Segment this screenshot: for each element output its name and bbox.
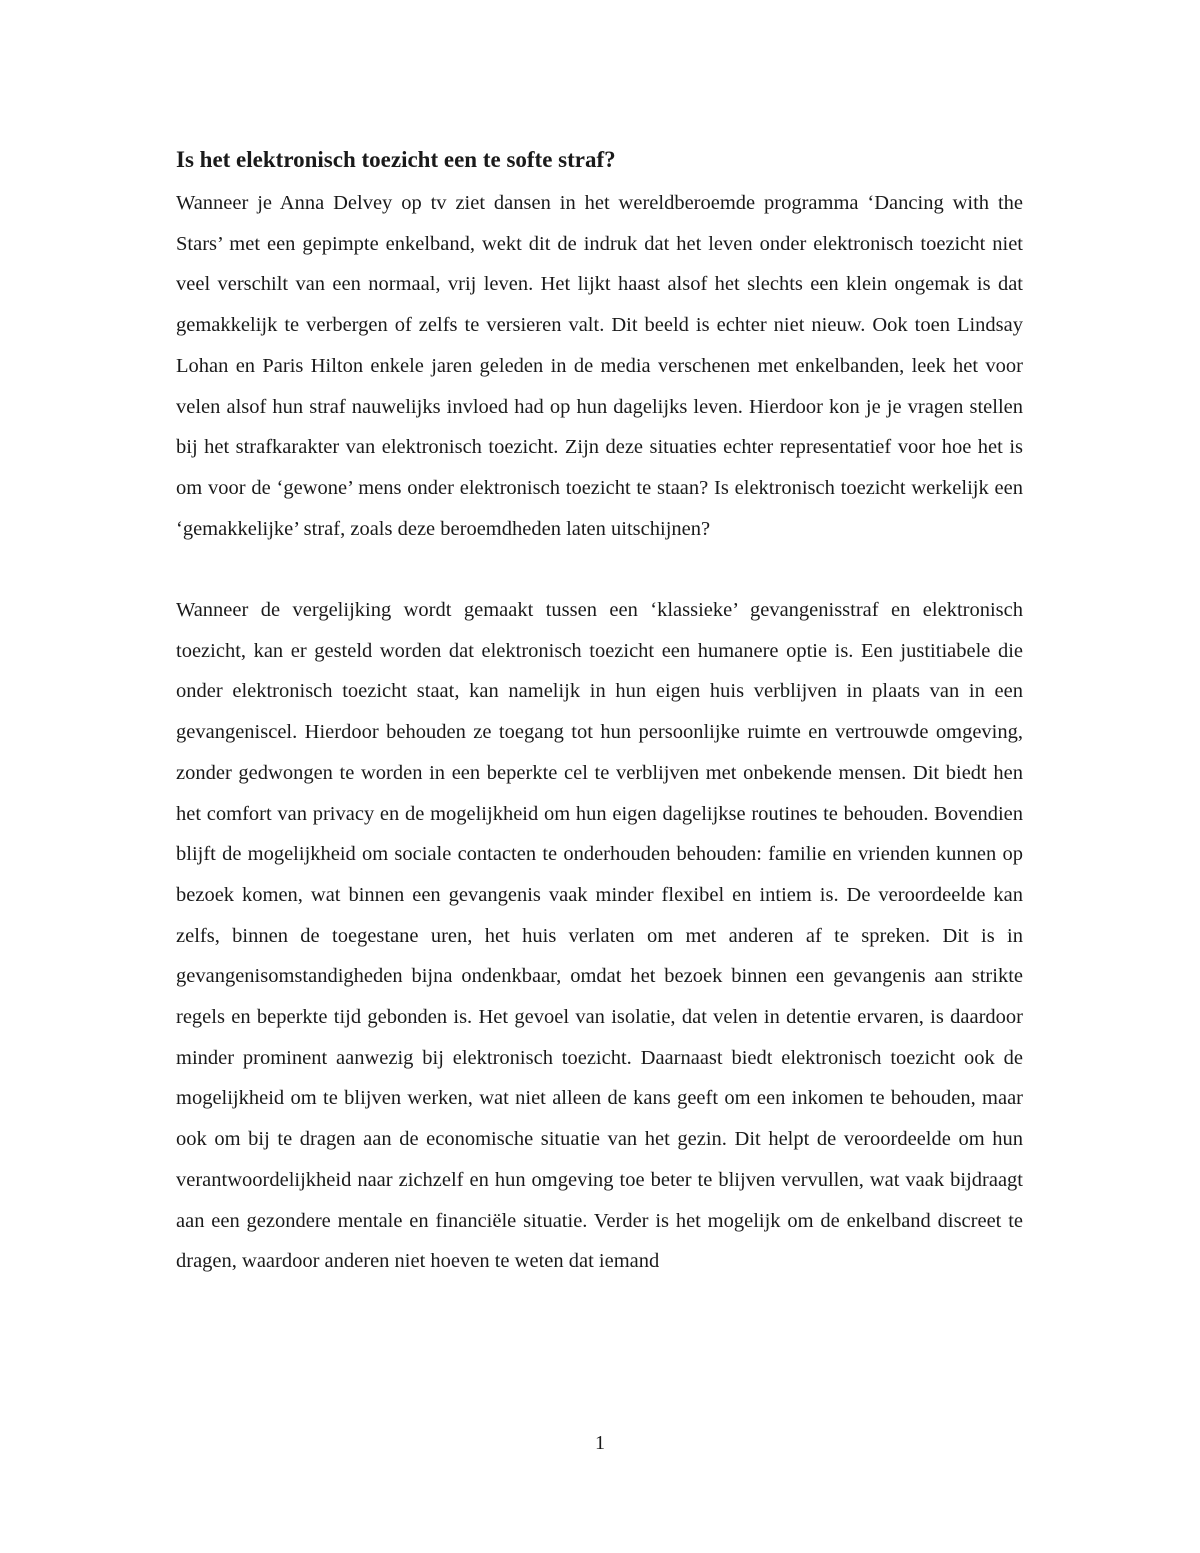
document-title: Is het elektronisch toezicht een te softe straf?	[176, 147, 616, 172]
paragraph-comparison: Wanneer de vergelijking wordt gemaakt tussen een ‘klassieke’ gevangenisstraf en elektronisch toezicht, kan er gesteld worden dat elektronisch toezicht een humanere optie is. Een justitiabele die onder elektronisch toezicht staat, kan namelijk in hun eigen huis verblijven in plaats van in een gevangeniscel. Hierdoor behouden ze toegang tot hun persoonlijke ruimte en vertrouwde omgeving, zonder gedwongen te worden in een beperkte cel te verblijven met onbekende mensen. Dit biedt hen het comfort van privacy en de mogelijkheid om hun eigen dagelijkse routines te behouden. Bovendien blijft de mogelijkheid om sociale contacten te onderhouden behouden: familie en vrienden kunnen op bezoek komen, wat binnen een gevangenis vaak minder flexibel en intiem is. De veroordeelde kan zelfs, binnen de toegestane uren, het huis verlaten om met anderen af te spreken. Dit is in gevangenisomstandigheden bijna ondenkbaar, omdat het bezoek binnen een gevangenis aan strikte regels en beperkte tijd gebonden is. Het gevoel van isolatie, dat velen in detentie ervaren, is daardoor minder prominent aanwezig bij elektronisch toezicht. Daarnaast biedt elektronisch toezicht ook de mogelijkheid om te blijven werken, wat niet alleen de kans geeft om een inkomen te behouden, maar ook om bij te dragen aan de economische situatie van het gezin. Dit helpt de veroordeelde om hun verantwoordelijkheid naar zichzelf en hun omgeving toe beter te blijven vervullen, wat vaak bijdraagt aan een gezondere mentale en financiële situatie. Verder is het mogelijk om de enkelband discreet te dragen, waardoor anderen niet hoeven te weten dat iemand	[176, 599, 1023, 1273]
page-number: 1	[595, 1432, 605, 1454]
paragraph-intro: Wanneer je Anna Delvey op tv ziet dansen in het wereldberoemde programma ‘Dancing with the Stars’ met een gepimpte enkelband, wekt dit de indruk dat het leven onder elektronisch toezicht niet veel verschilt van een normaal, vrij leven. Het lijkt haast alsof het slechts een klein ongemak is dat gemakkelijk te verbergen of zelfs te versieren valt. Dit beeld is echter niet nieuw. Ook toen Lindsay Lohan en Paris Hilton enkele jaren geleden in de media verschenen met enkelbanden, leek het voor velen alsof hun straf nauwelijks invloed had op hun dagelijks leven. Hierdoor kon je je vragen stellen bij het strafkarakter van elektronisch toezicht. Zijn deze situaties echter representatief voor hoe het is om voor de ‘gewone’ mens onder elektronisch toezicht te staan? Is elektronisch toezicht werkelijk een ‘gemakkelijke’ straf, zoals deze beroemdheden laten uitschijnen?	[176, 192, 1023, 540]
document-body	[176, 183, 1023, 1282]
